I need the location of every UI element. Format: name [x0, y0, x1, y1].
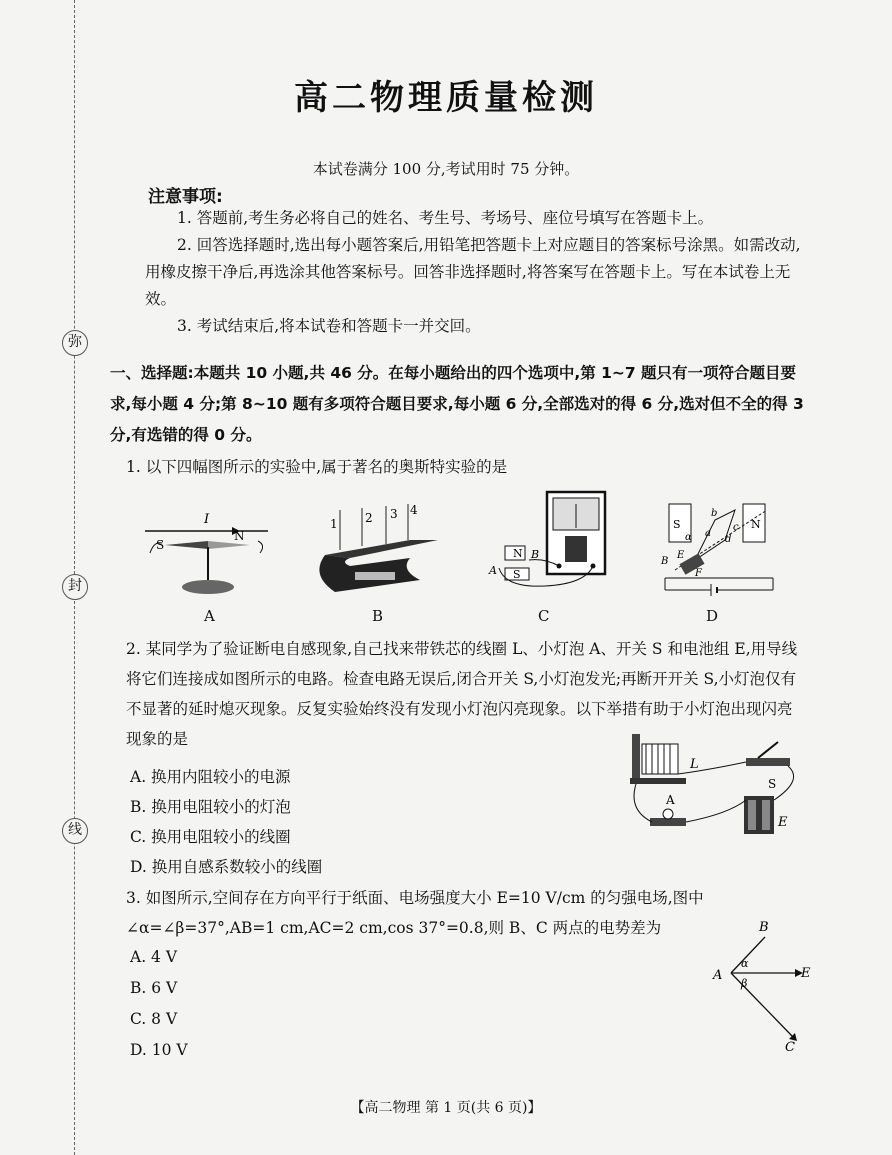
fig-d-b-label: b	[711, 508, 718, 519]
q2-option-a: A. 换用内阻较小的电源	[130, 768, 291, 786]
q3-beta-label: β	[741, 977, 748, 990]
question-2-stem: 2. 某同学为了验证断电自感现象,自己找来带铁芯的线圈 L、小灯泡 A、开关 S 和电池组 E,用导线将它们连接成如图所示的电路。检查电路无误后,闭合开关 S,小灯泡发光;再断开开关 S,小灯泡仅有不显著的延时熄灭现象。反复实验始终没有发现小灯泡闪亮现象。以下举措有助于小灯泡出现闪亮现象的是	[126, 640, 798, 748]
fig-d-d-label: d	[725, 534, 732, 545]
q1-figure-c	[485, 488, 620, 600]
fig-a-n-label: N	[234, 529, 245, 543]
q3-e-label: E	[801, 966, 811, 981]
fig-c-a-label: A	[489, 564, 497, 577]
fig-b-label-1: 1	[330, 517, 338, 531]
notes-heading: 注意事项:	[148, 187, 223, 207]
fig-d-a-label: a	[705, 528, 711, 539]
fig-d-n-label: N	[751, 518, 761, 531]
fig-c-s-label: S	[513, 568, 521, 581]
question-1-stem: 1. 以下四幅图所示的实验中,属于著名的奥斯特实验的是	[126, 458, 508, 476]
q2-option-d: D. 换用自感系数较小的线圈	[130, 858, 323, 876]
q3-option-b: B. 6 V	[130, 979, 178, 997]
exam-subtitle: 本试卷满分 100 分,考试用时 75 分钟。	[312, 160, 580, 178]
q1-label-b: B	[372, 607, 384, 625]
q2-e-label: E	[778, 815, 788, 830]
fig-c-b-label: B	[531, 548, 540, 561]
q2-a-label: A	[666, 793, 675, 807]
page-footer: 【高二物理 第 1 页(共 6 页)】	[350, 1100, 542, 1116]
section-1-heading: 一、选择题:本题共 10 小题,共 46 分。在每小题给出的四个选项中,第 1~7 题只有一项符合题目要求,每小题 4 分;第 8~10 题有多项符合题目要求,每小题 6 分,全部选对的得 6 分,选对但不全的得 3 分,有选错的得 0 分。	[110, 364, 804, 444]
fig-d-c-label: c	[733, 522, 739, 533]
q3-option-d: D. 10 V	[130, 1041, 188, 1059]
fig-b-label-2: 2	[365, 511, 373, 525]
fig-d-e-label: E	[677, 550, 685, 561]
q3-field-figure	[705, 915, 815, 1055]
page-title: 高二物理质量检测	[294, 78, 598, 118]
q3-a-label: A	[713, 968, 723, 983]
fig-b-label-3: 3	[390, 507, 398, 521]
q2-option-b: B. 换用电阻较小的灯泡	[130, 798, 291, 816]
note-item-2: 2. 回答选择题时,选出每小题答案后,用铅笔把答题卡上对应题目的答案标号涂黑。如需改动,用橡皮擦干净后,再选涂其他答案标号。回答非选择题时,将答案写在答题卡上。写在本试卷上无效。	[145, 236, 801, 308]
binding-char-feng: 封	[62, 574, 88, 600]
q1-label-a: A	[204, 607, 215, 625]
q1-figure-a	[140, 505, 280, 605]
q3-option-a: A. 4 V	[130, 948, 178, 966]
q1-figure-d	[655, 500, 780, 600]
fig-d-b2-label: B	[661, 556, 669, 567]
q3-b-label: B	[759, 920, 769, 935]
fig-a-current-label: I	[204, 512, 210, 527]
fig-d-alpha-label: α	[685, 532, 692, 543]
binding-char-mi: 弥	[62, 330, 88, 356]
q3-alpha-label: α	[741, 957, 749, 970]
binding-char-xian: 线	[62, 818, 88, 844]
q2-circuit-figure	[628, 730, 808, 840]
question-3-stem: 3. 如图所示,空间存在方向平行于纸面、电场强度大小 E=10 V/cm 的匀强电场,图中∠α=∠β=37°,AB=1 cm,AC=2 cm,cos 37°=0.8,则 B、C 两点的电势差为	[126, 889, 704, 937]
q1-label-d: D	[706, 607, 719, 625]
fig-c-n-label: N	[513, 547, 523, 560]
q3-option-c: C. 8 V	[130, 1010, 178, 1028]
note-item-3: 3. 考试结束后,将本试卷和答题卡一并交回。	[177, 317, 481, 335]
q1-label-c: C	[538, 607, 550, 625]
fig-d-s-label: S	[673, 518, 681, 531]
q2-option-c: C. 换用电阻较小的线圈	[130, 828, 291, 846]
fig-b-label-4: 4	[410, 503, 418, 517]
fig-a-s-label: S	[156, 538, 165, 552]
fig-d-f-label: F	[695, 568, 702, 579]
q2-s-label: S	[768, 777, 777, 791]
q3-c-label: C	[785, 1040, 795, 1055]
q2-l-label: L	[690, 757, 699, 772]
q1-figure-b	[310, 500, 445, 605]
note-item-1: 1. 答题前,考生务必将自己的姓名、考生号、考场号、座位号填写在答题卡上。	[177, 209, 714, 227]
